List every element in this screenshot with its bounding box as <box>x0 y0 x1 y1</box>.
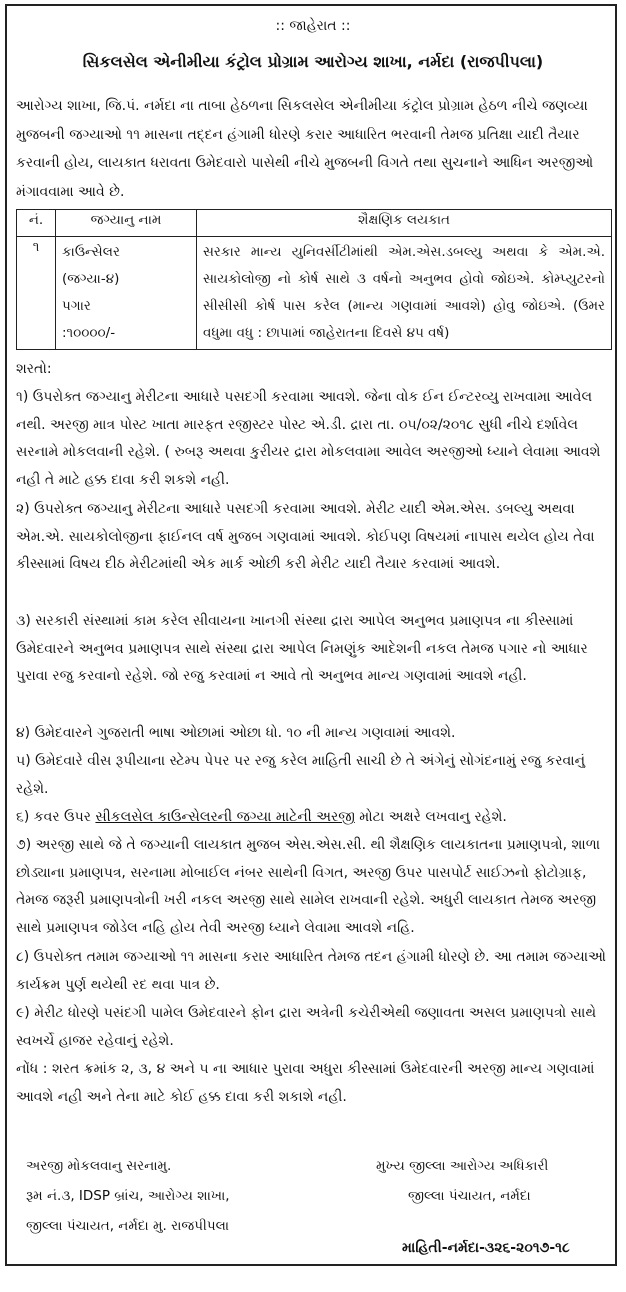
post-cell <box>56 237 197 350</box>
header-number: નં. <box>17 210 56 237</box>
reference-number: માહિતી-નર્મદા-૩૨૬-૨૦૧૭-૧૮ <box>402 1240 570 1256</box>
pay-label: પગાર <box>62 298 91 314</box>
notice-title: :: જાહેરાત :: <box>275 18 351 34</box>
condition-6-prefix: ૬) કવર ઉપર <box>16 809 91 825</box>
post-name: કાઉન્સેલર <box>62 244 120 260</box>
condition-6-suffix: મોટા અક્ષરે લખવાનુ રહેશે. <box>359 809 507 825</box>
table-row <box>17 237 612 350</box>
header-qualification: શૈક્ષણિક લયકાત <box>197 210 612 237</box>
condition-2: ૨) ઉપરોક્ત જગ્યાનુ મેરીટના આધારે પસદગી કરવામા આવશે. મેરીટ યાદી એમ.એસ. ડબલ્યુ અથવા એમ.એ. સાયકોલોજીના ફાઈનલ વર્ષ મુજબ ગણવામાં આવશે. કોઈપણ વિષયમાં નાપાસ થયેલ હોય તેવા કીસ્સામાં વિષય દીઠ મેરીટમાંથી એક માર્ક ઓછી કરી મેરીટ યાદી તૈયાર કરવામાં આવશે. <box>16 501 595 572</box>
pay-amount: :૧૦૦૦૦/- <box>62 325 116 341</box>
note: નોંધ : શરત ક્રમાંક ૨, ૩, ૪ અને ૫ ના આધાર પુરાવા અધુરા કીસ્સામાં ઉમેદવારની અરજી માન્ય ગણવામાં આવશે નહી અને તેના માટે કોઈ હક્ક દાવા કરી શકાશે નહી. <box>16 1061 595 1105</box>
condition-1: ૧) ઉપરોક્ત જગ્યાનુ મેરીટના આધારે પસદગી કરવામા આવશે. જેના વોક ઈન ઈન્ટરવ્યુ રાખવામા આવેલ નથી. અરજી માત્ર પોસ્ટ ખાતા મારફત રજીસ્ટર પોસ્ટ એ.ડી. દ્રારા તા. ૦૫/૦૨/૨૦૧૮ સુધી નીચે દર્શાવેલ સરનામે મોકલવાની રહેશે. ( રુબરૂ અથવા કુરીયર દ્રારા મોકલવામા આવેલ અરજીઓ ધ્યાને લેવામા આવશે નહી તે માટે હક્ક દાવા કરી શકશે નહી. <box>16 389 601 488</box>
officer-title: મુખ્ય જીલ્લા આરોગ્ય અધિકારી <box>376 1158 549 1174</box>
condition-9: ૯) મેરીટ ધોરણે પસંદગી પામેલ ઉમેદવારને ફોન દ્રારા અત્રેની કચેરીએથી જણાવતા અસલ પ્રમાણપત્રો સાથે સ્વખર્ચે હાજર રહેવાનું રહેશે. <box>16 1005 597 1049</box>
address-label: અરજી મોકલવાનુ સરનામુ. <box>26 1158 172 1174</box>
condition-6-cover-text: સીકલસેલ કાઉન્સેલરની જગ્યા માટેની અરજી <box>95 809 355 825</box>
post-vacancies: (જગ્યા-૪) <box>62 271 120 287</box>
condition-8: ૮) ઉપરોક્ત તમામ જગ્યાઓ ૧૧ માસના કરાર આધારિત તેમજ તદન હંગામી ધોરણે છે. આ તમામ જગ્યાઓ કાર્યક્રમ પુર્ણ થયેથી રદ થવા પાત્ર છે. <box>16 949 606 993</box>
office-heading: સિકલસેલ એનીમીયા કંટ્રોલ પ્રોગ્રામ આરોગ્ય શાખા, નર્મદા (રાજપીપલા) <box>82 52 544 71</box>
posts-table <box>16 209 612 350</box>
address-line-1: રૂમ નં.૩, IDSP બ્રાંચ, આરોગ્ય શાખા, <box>26 1188 230 1204</box>
qualification-cell: સરકાર માન્ય યુનિવર્સીટીમાંથી એમ.એસ.ડબલ્યુ અથવા કે એમ.એ. સાયકોલોજી નો કોર્ષ સાથે ૩ વર્ષનો અનુભવ હોવો જોઇએ. કોમ્પ્યુટરનો સીસીસી કોર્ષ પાસ કરેલ (માન્ય ગણવામાં આવશે) હોવુ જોઇએ. (ઉમર વધુમા વધુ : છાપામાં જાહેરાતના દિવસે ૪૫ વર્ષ) <box>197 237 612 350</box>
condition-3: ૩) સરકારી સંસ્થામાં કામ કરેલ સીવાયના ખાનગી સંસ્થા દ્રારા આપેલ અનુભવ પ્રમાણપત્ર ના કીસ્સામાં ઉમેદવારને અનુભવ પ્રમાણપત્ર સાથે સંસ્થા દ્રારા આપેલ નિમણુંક આદેશની નકલ તેમજ પગાર નો આધાર પુરાવા રજુ કરવાનો રહેશે. જો રજુ કરવામાં ન આવે તો અનુભવ માન્ય ગણવામાં આવશે નહી. <box>16 613 588 684</box>
officer-office: જીલ્લા પંચાયત, નર્મદા <box>408 1188 531 1204</box>
condition-7: ૭) અરજી સાથે જે તે જગ્યાની લાયકાત મુજબ એસ.એસ.સી. થી શૈક્ષણિક લાયકાતના પ્રમાણપત્રો, શાળા છોડ્યાના પ્રમાણપત્ર, સરનામા મોબાઈલ નંબર સાથેની વિગત, અરજી ઉપર પાસપોર્ટ સાઈઝનો ફોટોગ્રાફ, તેમજ જરૂરી પ્રમાણપત્રોની ખરી નકલ અરજી સાથે સામેલ રાખવાની રહેશે. અધુરી લાયકાત તેમજ અરજી સાથે પ્રમાણપત્ર જોડેલ નહિ હોય તેવી અરજી ધ્યાને લેવામા આવશે નહિ. <box>16 837 601 936</box>
condition-6 <box>16 804 614 832</box>
condition-5: ૫) ઉમેદવારે વીસ રૂપીયાના સ્ટેમ્પ પેપર પર રજુ કરેલ માહિતી સાચી છે તે અંગેનું સોગંદનામું રજુ કરવાનું રહેશે. <box>16 753 586 797</box>
intro-paragraph: આરોગ્ય શાખા, જિ.પં. નર્મદા ના તાબા હેઠળના સિકલસેલ એનીમીયા કંટ્રોલ પ્રોગ્રામ હેઠળ નીચે જણવ્યા મુજબની જગ્યાઓ ૧૧ માસના તદ્દન હંગામી ધોરણે કરાર આધારિત ભરવાની તેમજ પ્રતિક્ષા યાદી તૈયાર કરવાની હોય, લાયકાત ધરાવતા ઉમેદવારો પાસેથી નીચે મુજબની વિગતે તથા સુચનાને આધિન અરજીઓ મંગાવવામા આવે છે. <box>16 98 594 200</box>
row-number: ૧ <box>17 237 56 350</box>
condition-4: ૪) ઉમેદવારને ગુજરાતી ભાષા ઓછામાં ઓછા ધો. ૧૦ ની માન્ય ગણવામાં આવશે. <box>16 725 456 741</box>
address-line-2: જીલ્લા પંચાયત, નર્મદા મુ. રાજપીપલા <box>26 1218 230 1234</box>
conditions-label: શરતો: <box>16 361 52 377</box>
header-post: જગ્યાનુ નામ <box>56 210 197 237</box>
table-header-row <box>17 210 612 237</box>
